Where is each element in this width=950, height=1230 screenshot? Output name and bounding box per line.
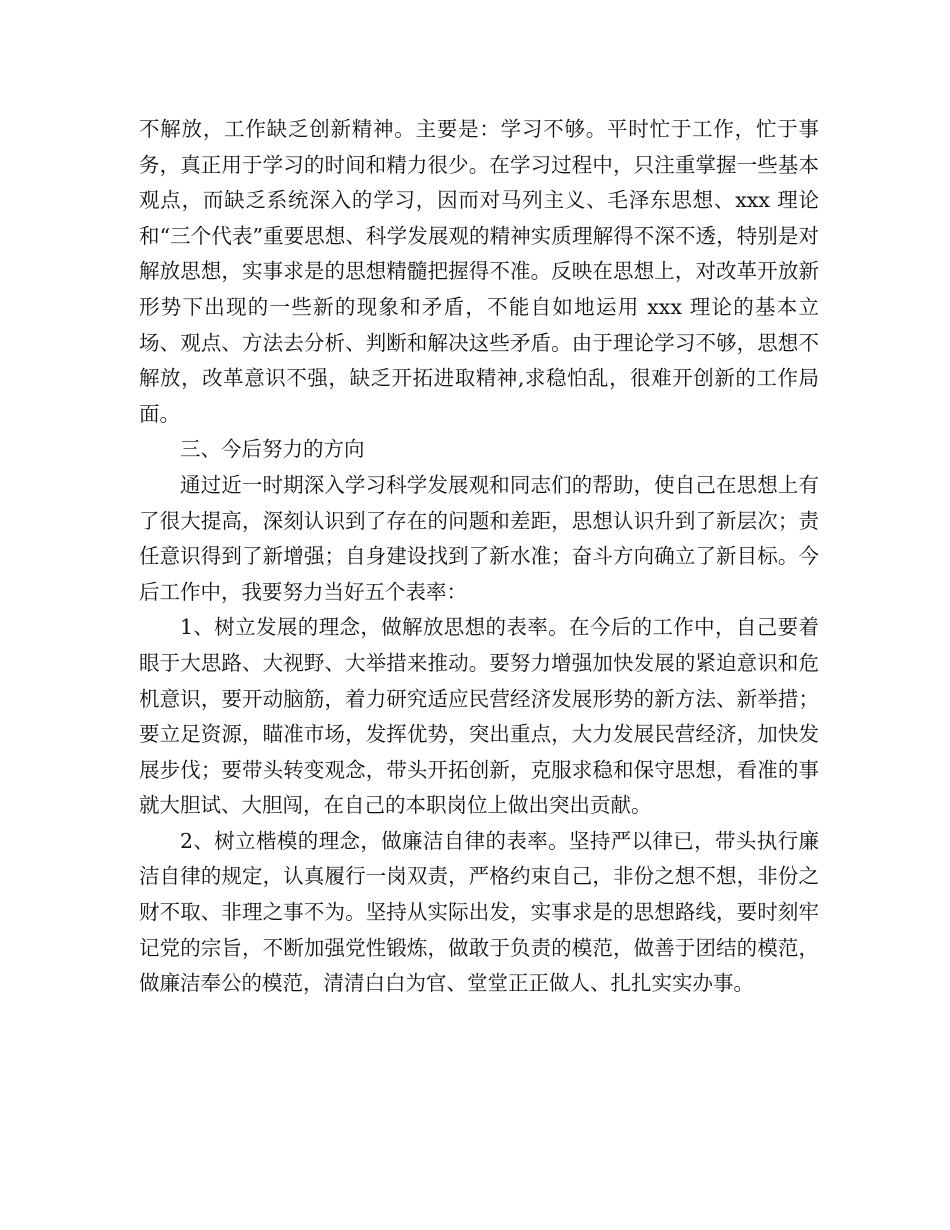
paragraph-intro: 通过近一时期深入学习科学发展观和同志们的帮助，使自己在思想上有了很大提高，深刻认识到了存在的问题和差距，思想认识升到了新层次；责任意识得到了新增强；自身建设找到了新水准；奋斗方向确立了新目标。今后工作中，我要努力当好五个表率： [139,472,819,604]
section-heading: 三、今后努力的方向 [180,437,365,462]
document-body [139,112,819,1002]
paragraph-item-2: 2、树立楷模的理念，做廉洁自律的表率。坚持严以律已，带头执行廉洁自律的规定，认真履行一岗双责，严格约束自己，非份之想不想，非份之财不取、非理之事不为。坚持从实际出发，实事求是的思想路线，要时刻牢记党的宗旨，不断加强党性锻炼，做敢于负责的模范，做善于团结的模范，做廉洁奉公的模范，清清白白为官、堂堂正正做人、扎扎实实办事。 [139,828,819,996]
paragraph-item-1: 1、树立发展的理念，做解放思想的表率。在今后的工作中，自己要着眼于大思路、大视野、大举措来推动。要努力增强加快发展的紧迫意识和危机意识，要开动脑筋，着力研究适应民营经济发展形势的新方法、新举措；要立足资源，瞄准市场，发挥优势，突出重点，大力发展民营经济，加快发展步伐；要带头转变观念，带头开拓创新，克服求稳和保守思想，看准的事就大胆试、大胆闯，在自己的本职岗位上做出突出贡献。 [139,615,819,818]
paragraph-continuation: 不解放，工作缺乏创新精神。主要是：学习不够。平时忙于工作，忙于事务，真正用于学习的时间和精力很少。在学习过程中，只注重掌握一些基本观点，而缺乏系统深入的学习，因而对马列主义、毛泽东思想、xxx 理论和“三个代表”重要思想、科学发展观的精神实质理解得不深不透，特别是对解放思想，实事求是的思想精髓把握得不准。反映在思想上，对改革开放新形势下出现的一些新的现象和矛盾，不能自如地运用 xxx 理论的基本立场、观点、方法去分析、判断和解决这些矛盾。由于理论学习不够，思想不解放，改革意识不强，缺乏开拓进取精神,求稳怕乱，很难开创新的工作局面。 [139,117,819,426]
